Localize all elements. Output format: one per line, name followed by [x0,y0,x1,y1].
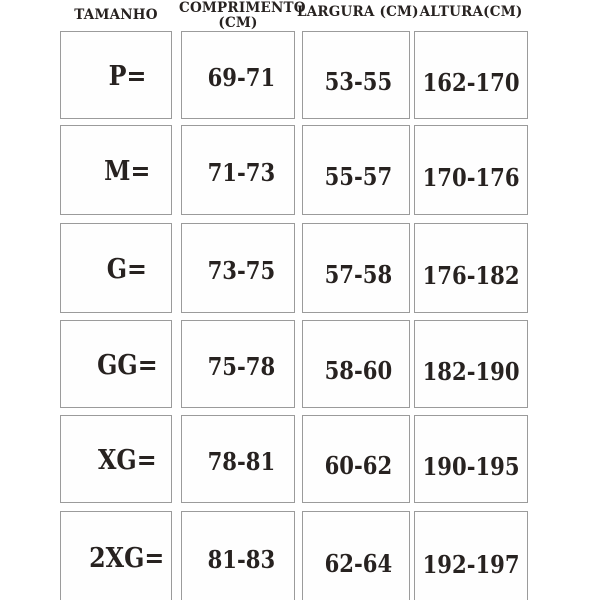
cell-text: 58-60 [324,355,392,385]
cell-text: 62-64 [324,548,392,578]
cell-text: 162-170 [422,67,520,97]
cell-text: 192-197 [422,549,520,579]
cell-size [60,415,172,503]
cell-text: G= [106,253,148,285]
cell-size [60,125,172,215]
cell-text: GG= [96,349,158,381]
cell-text: 81-83 [207,544,275,574]
cell-text: 2XG= [89,542,165,574]
cell-altura [414,223,528,313]
cell-altura [414,320,528,408]
cell-text: 57-58 [324,259,392,289]
column-header-comprimento: COMPRIMENTO (CM) [179,0,306,31]
cell-largura [302,223,410,313]
cell-comprimento [181,31,295,119]
cell-altura [414,511,528,600]
cell-text: 71-73 [207,157,275,187]
cell-text: 73-75 [207,255,275,285]
cell-text: 75-78 [207,351,275,381]
cell-size [60,223,172,313]
cell-text: 55-57 [324,161,392,191]
cell-comprimento [181,223,295,313]
cell-text: 176-182 [422,260,520,290]
cell-size [60,511,172,600]
cell-text: P= [108,60,146,92]
cell-largura [302,415,410,503]
cell-largura [302,125,410,215]
column-header-largura: LARGURA (CM) [297,4,419,20]
cell-largura [302,320,410,408]
cell-altura [414,415,528,503]
column-header-tamanho: TAMANHO [74,7,158,23]
cell-text: M= [103,155,151,187]
cell-text: 60-62 [324,450,392,480]
cell-comprimento [181,320,295,408]
cell-size [60,31,172,119]
cell-comprimento [181,511,295,600]
cell-text: 170-176 [422,162,520,192]
cell-text: 182-190 [422,356,520,386]
column-header-altura: ALTURA(CM) [419,4,523,20]
cell-text: 78-81 [207,446,275,476]
cell-largura [302,511,410,600]
cell-largura [302,31,410,119]
cell-text: XG= [97,444,157,476]
cell-text: 190-195 [422,451,520,481]
cell-text: 53-55 [324,66,392,96]
cell-size [60,320,172,408]
cell-altura [414,31,528,119]
cell-comprimento [181,415,295,503]
cell-comprimento [181,125,295,215]
cell-altura [414,125,528,215]
cell-text: 69-71 [207,62,275,92]
